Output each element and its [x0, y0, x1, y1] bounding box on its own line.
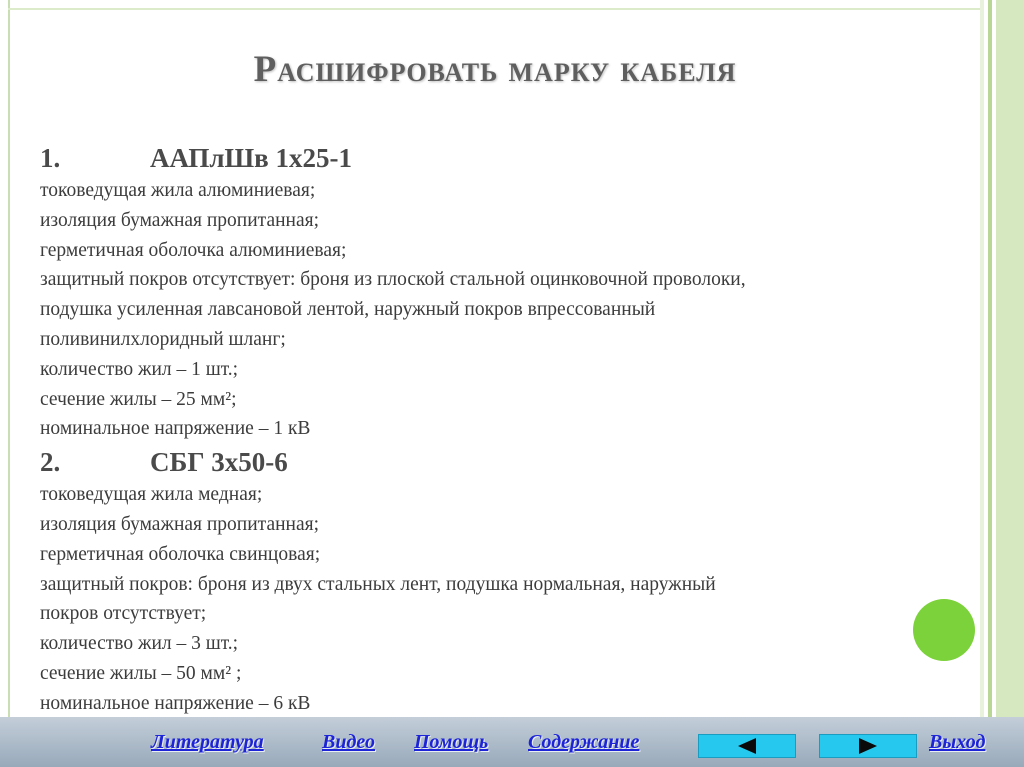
item-1-line: номинальное напряжение – 1 кВ [40, 418, 311, 440]
item-2-line: изоляция бумажная пропитанная; [40, 513, 320, 535]
next-slide-button[interactable] [819, 734, 917, 758]
item-1-line: изоляция бумажная пропитанная; [40, 209, 320, 231]
item-2-line: сечение жилы – 50 мм² ; [40, 662, 242, 684]
item-2-line: герметичная оболочка свинцовая; [40, 543, 321, 565]
nav-link-video[interactable]: Видео [322, 731, 375, 753]
slide-content [40, 140, 980, 719]
item-2-mark: СБГ 3х50-6 [150, 447, 288, 478]
nav-link-literature[interactable]: Литература [151, 731, 264, 753]
item-2-heading [40, 444, 980, 480]
item-2-line: количество жил – 3 шт.; [40, 633, 239, 655]
frame-border-top [8, 8, 1024, 10]
item-2-line: токоведущая жила медная; [40, 484, 263, 506]
item-1-line: герметичная оболочка алюминиевая; [40, 239, 347, 261]
nav-link-help[interactable]: Помощь [414, 731, 489, 753]
nav-link-exit[interactable]: Выход [929, 731, 986, 753]
item-2-line: покров отсутствует; [40, 603, 207, 625]
item-2-line: защитный покров: броня из двух стальных лент, подушка нормальная, наружный [40, 573, 716, 595]
item-1-mark: ААПлШв 1х25-1 [150, 143, 352, 173]
item-1-heading [40, 140, 980, 176]
item-1-line: сечение жилы – 25 мм²; [40, 388, 237, 410]
arrow-right-icon [859, 738, 877, 754]
slide-title: Расшифровать марку кабеля [253, 49, 737, 90]
item-2-number: 2. [40, 447, 61, 478]
arrow-left-icon [738, 738, 756, 754]
decorative-green-circle [913, 599, 975, 661]
frame-decoration-right [980, 0, 1024, 717]
nav-link-contents[interactable]: Содержание [528, 731, 640, 753]
item-1-line: токоведущая жила алюминиевая; [40, 180, 316, 201]
frame-border-left [8, 0, 10, 717]
item-1-line: подушка усиленная лавсановой лентой, наружный покров впрессованный [40, 299, 656, 321]
prev-slide-button[interactable] [698, 734, 796, 758]
item-1-line: защитный покров отсутствует: броня из плоской стальной оцинковочной проволоки, [40, 269, 746, 291]
item-1-line: поливинилхлоридный шланг; [40, 328, 286, 350]
item-1-line: количество жил – 1 шт.; [40, 358, 239, 380]
item-1-number: 1. [40, 143, 61, 173]
item-2-line: номинальное напряжение – 6 кВ [40, 692, 311, 714]
